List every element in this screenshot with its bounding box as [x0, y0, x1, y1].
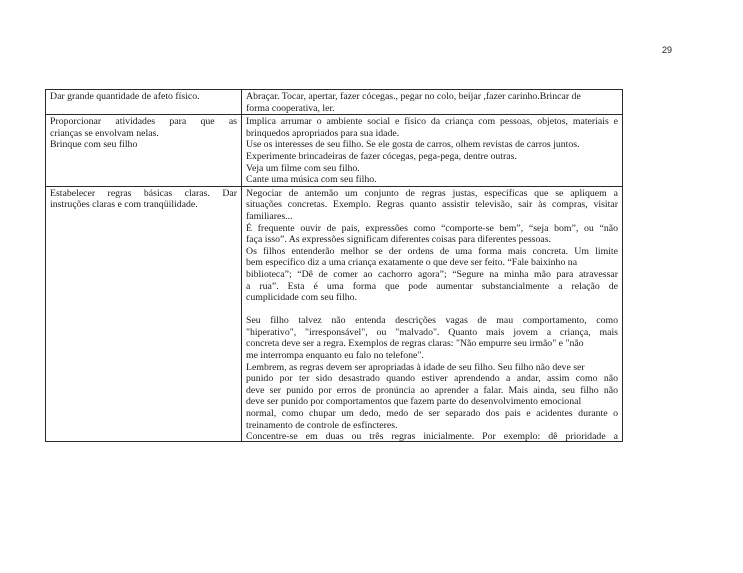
cell-line: me interrompa enquanto eu falo no telefone". [246, 350, 424, 362]
paragraph-gap [246, 304, 618, 316]
cell-line: Brinque com seu filho [50, 139, 138, 151]
cell-line: bem específico diz a uma criança exatamente o que deve ser feito. “Fale baixinho na [246, 257, 578, 269]
cell-line: É frequente ouvir de pais, expressões como “comporte-se bem”, “seja bom”, ou “não [246, 222, 618, 234]
cell-line: Dar grande quantidade de afeto físico. [50, 91, 200, 102]
cell-line: normal, como chupar um dedo, medo de ser separado dos pais e acidentes durante o [246, 408, 618, 420]
table-cell-guideline [46, 90, 242, 115]
cell-line: Os filhos entenderão melhor se der ordens de uma forma mais concreta. Um limite [246, 245, 618, 257]
cell-line: concreta deve ser a regra. Exemplos de regras claras: "Não empurre seu irmão" e "não [246, 338, 584, 350]
cell-line: Cante uma música com seu filho. [246, 174, 377, 186]
table-row [46, 186, 623, 441]
cell-line: crianças se envolvam nelas. [50, 127, 159, 139]
table-cell-guideline [46, 186, 242, 441]
cell-line: a rua”. Esta é uma forma que pode aumentar substancialmente a relação de [246, 280, 618, 292]
cell-line: punido por ter sido desastrado quando estiver aprendendo a andar, assim como não [246, 373, 618, 385]
table-row [46, 115, 623, 187]
cell-line: situações concretas. Exemplo. Regras quanto assistir televisão, sair às compras, visitar [246, 199, 618, 211]
cell-line: Estabelecer regras básicas claras. Dar [50, 187, 237, 199]
page-number: 29 [662, 45, 673, 55]
cell-line: Use os interesses de seu filho. Se ele gosta de carros, olhem revistas de carros juntos. [246, 139, 580, 151]
table-row [46, 90, 623, 115]
cell-line: faça isso”. As expressões significam diferentes coisas para diferentes pessoas. [246, 234, 551, 246]
cell-line: instruções claras e com tranqüilidade. [50, 199, 198, 211]
cell-line: deve ser punido por erros de pronúncia ao aprender a falar. Mais ainda, seu filho não [246, 384, 618, 396]
cell-line: Seu filho talvez não entenda descrições vagas de mau comportamento, como [246, 315, 618, 327]
cell-line: cumplicidade com seu filho. [246, 292, 357, 304]
cell-line: deve ser punido por comportamentos que fazem parte do desenvolvimento emocional [246, 396, 582, 408]
cell-line: brinquedos apropriados para sua idade. [246, 127, 400, 139]
cell-line: familiares... [246, 210, 293, 222]
parenting-guidelines-table [45, 89, 623, 442]
cell-line: Lembrem, as regras devem ser apropriadas à idade de seu filho. Seu filho não deve ser [246, 361, 585, 373]
cell-line: Concentre-se em duas ou três regras inicialmente. Por exemplo: dê prioridade a [246, 431, 618, 442]
cell-line: Proporcionar atividades para que as [50, 116, 237, 128]
cell-line: Implica arrumar o ambiente social e físico da criança com pessoas, objetos, materiais e [246, 116, 618, 128]
table-cell-guideline [46, 115, 242, 187]
cell-line: Experimente brincadeiras de fazer cócegas, pega-pega, dentre outras. [246, 150, 517, 162]
cell-line: Negociar de antemão um conjunto de regras justas, específicas que se apliquem a [246, 187, 618, 199]
cell-line: Abraçar. Tocar, apertar, fazer cócegas., pegar no colo, beijar ,fazer carinho.Brincar de [246, 91, 581, 102]
table-cell-description [242, 186, 623, 441]
cell-line: treinamento de controle de esfíncteres. [246, 419, 398, 431]
cell-line: biblioteca”; “Dê de comer ao cachorro agora”; “Segure na minha mão para atravessar [246, 268, 618, 280]
table-cell-description [242, 90, 623, 115]
cell-line: Veja um filme com seu filho. [246, 162, 360, 174]
cell-line: forma cooperativa, ler. [246, 102, 335, 114]
cell-line: "hiperativo", "irresponsável", ou "malvado". Quanto mais jovem a criança, mais [246, 326, 618, 338]
table-cell-description [242, 115, 623, 187]
